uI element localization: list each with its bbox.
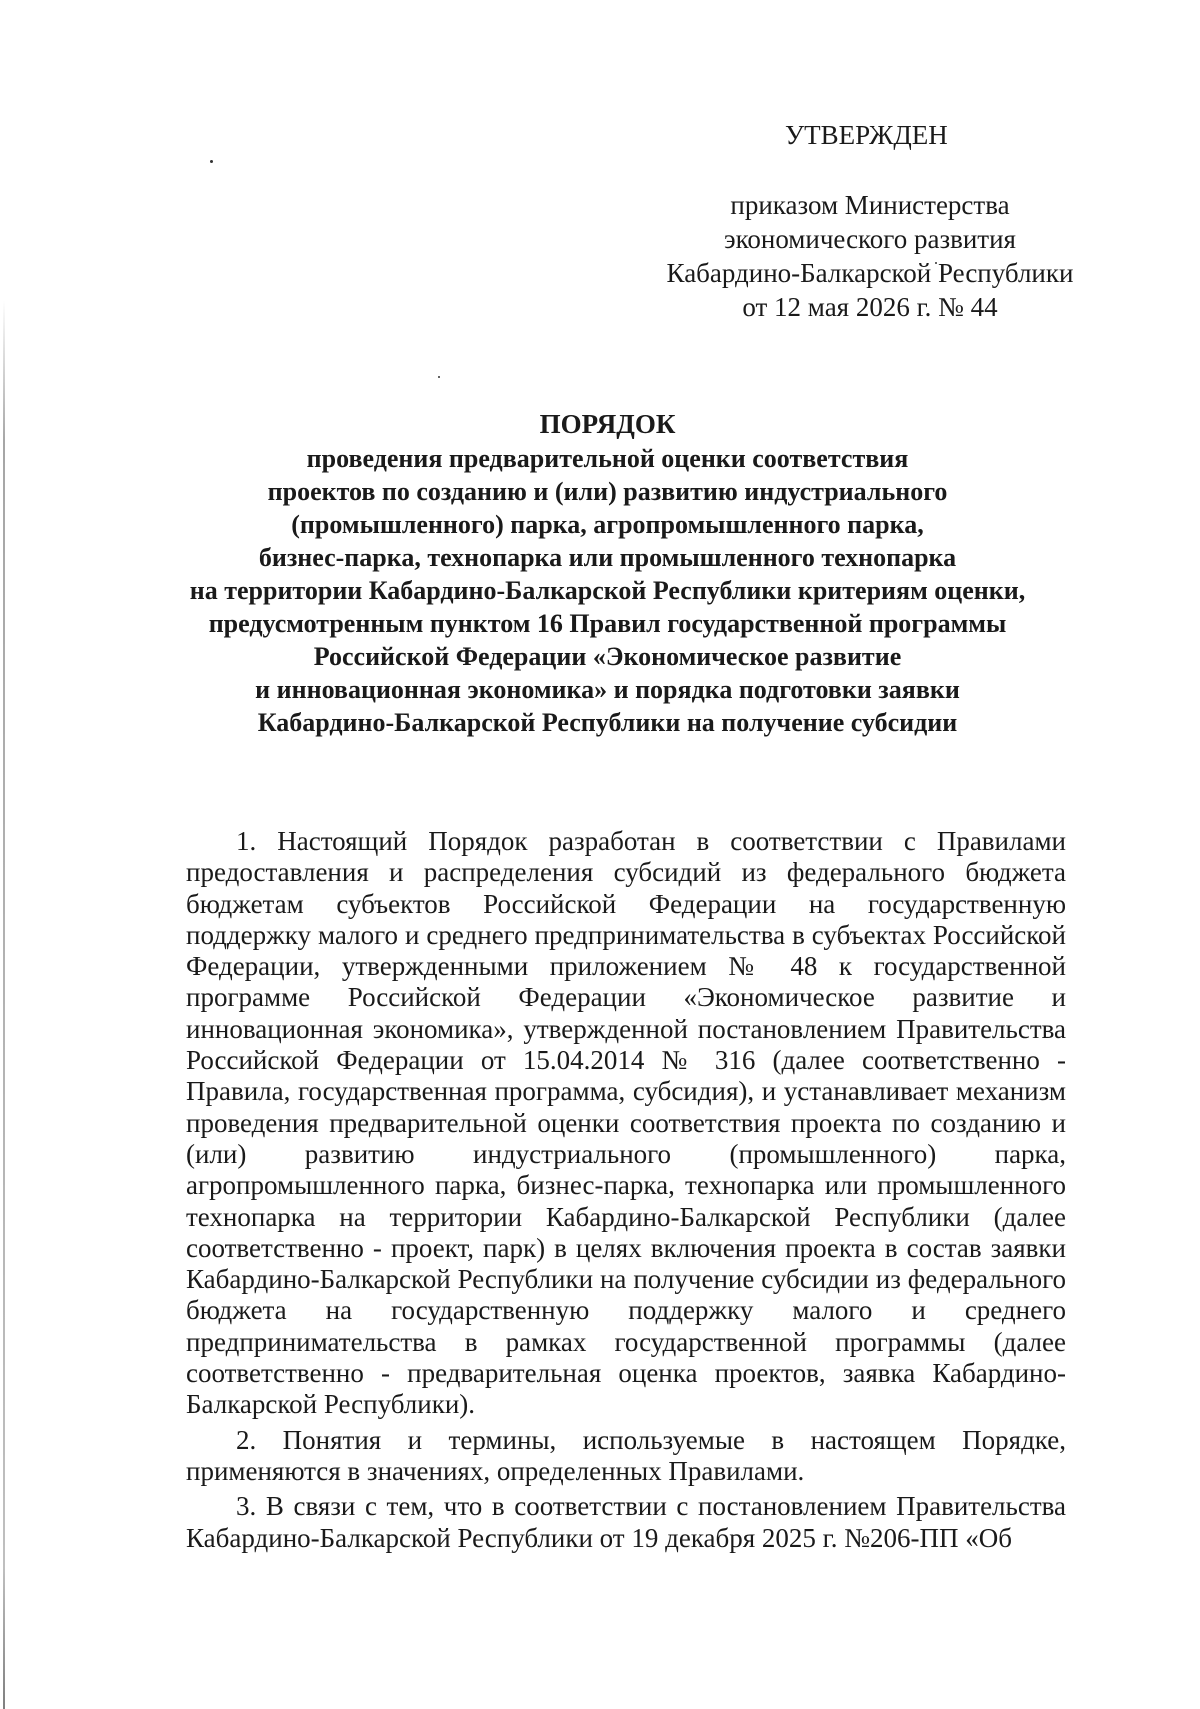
- title-line: предусмотренным пунктом 16 Правил государственной программы: [208, 609, 1007, 638]
- approval-line: Кабардино-Балкарской Республики: [666, 258, 1074, 288]
- scan-speck: [438, 376, 440, 378]
- document-body: [186, 826, 1066, 1554]
- title-line: Российской Федерации «Экономическое развитие: [313, 642, 902, 671]
- title-line: (промышленного) парка, агропромышленного парка,: [291, 510, 924, 539]
- title-line: проведения предварительной оценки соответствия: [306, 444, 909, 473]
- scan-edge-shadow: [3, 300, 5, 1709]
- approval-line: приказом Министерства: [730, 190, 1010, 220]
- document-title: [150, 408, 1065, 739]
- approval-lines: [640, 188, 1100, 324]
- paragraph-1: 1. Настоящий Порядок разработан в соответствии с Правилами предоставления и распределения субсидий из федерального бюджета бюджетам субъектов Российской Федерации на государственную поддержку малого и среднего предпринимательства в субъектах Российской Федерации, утвержденными приложением № 48 к государственной программе Российской Федерации «Экономическое развитие и инновационная экономика», утвержденной постановлением Правительства Российской Федерации от 15.04.2014 № 316 (далее соответственно - Правила, государственная программа, субсидия), и устанавливает механизм проведения предварительной оценки соответствия проекта по созданию и (или) развитию индустриального (промышленного) парка, агропромышленного парка, бизнес-парка, технопарка или промышленного технопарка на территории Кабардино-Балкарской Республики (далее соответственно - проект, парк) в целях включения проекта в состав заявки Кабардино-Балкарской Республики на получение субсидии из федерального бюджета на государственную поддержку малого и среднего предпринимательства в рамках государственной программы (далее соответственно - предварительная оценка проектов, заявка Кабардино-Балкарской Республики).: [186, 826, 1066, 1420]
- title-line: Кабардино-Балкарской Республики на получение субсидии: [257, 708, 958, 737]
- approval-stamp: УТВЕРЖДЕН: [785, 120, 948, 150]
- paragraph-3: 3. В связи с тем, что в соответствии с постановлением Правительства Кабардино-Балкарской Республики от 19 декабря 2025 г. №206-ПП «Об: [186, 1491, 1066, 1553]
- title-line: проектов по созданию и (или) развитию индустриального: [267, 477, 948, 506]
- document-heading: ПОРЯДОК: [539, 409, 676, 439]
- paragraph-2: 2. Понятия и термины, используемые в настоящем Порядке, применяются в значениях, определенных Правилами.: [186, 1424, 1066, 1486]
- title-line: на территории Кабардино-Балкарской Республики критериям оценки,: [189, 576, 1026, 605]
- approval-line: экономического развития: [724, 224, 1016, 254]
- approval-line: от 12 мая 2026 г. № 44: [742, 292, 998, 322]
- title-line: бизнес-парка, технопарка или промышленного технопарка: [258, 543, 957, 572]
- scan-speck: [210, 160, 213, 163]
- title-line: и инновационная экономика» и порядка подготовки заявки: [255, 675, 960, 704]
